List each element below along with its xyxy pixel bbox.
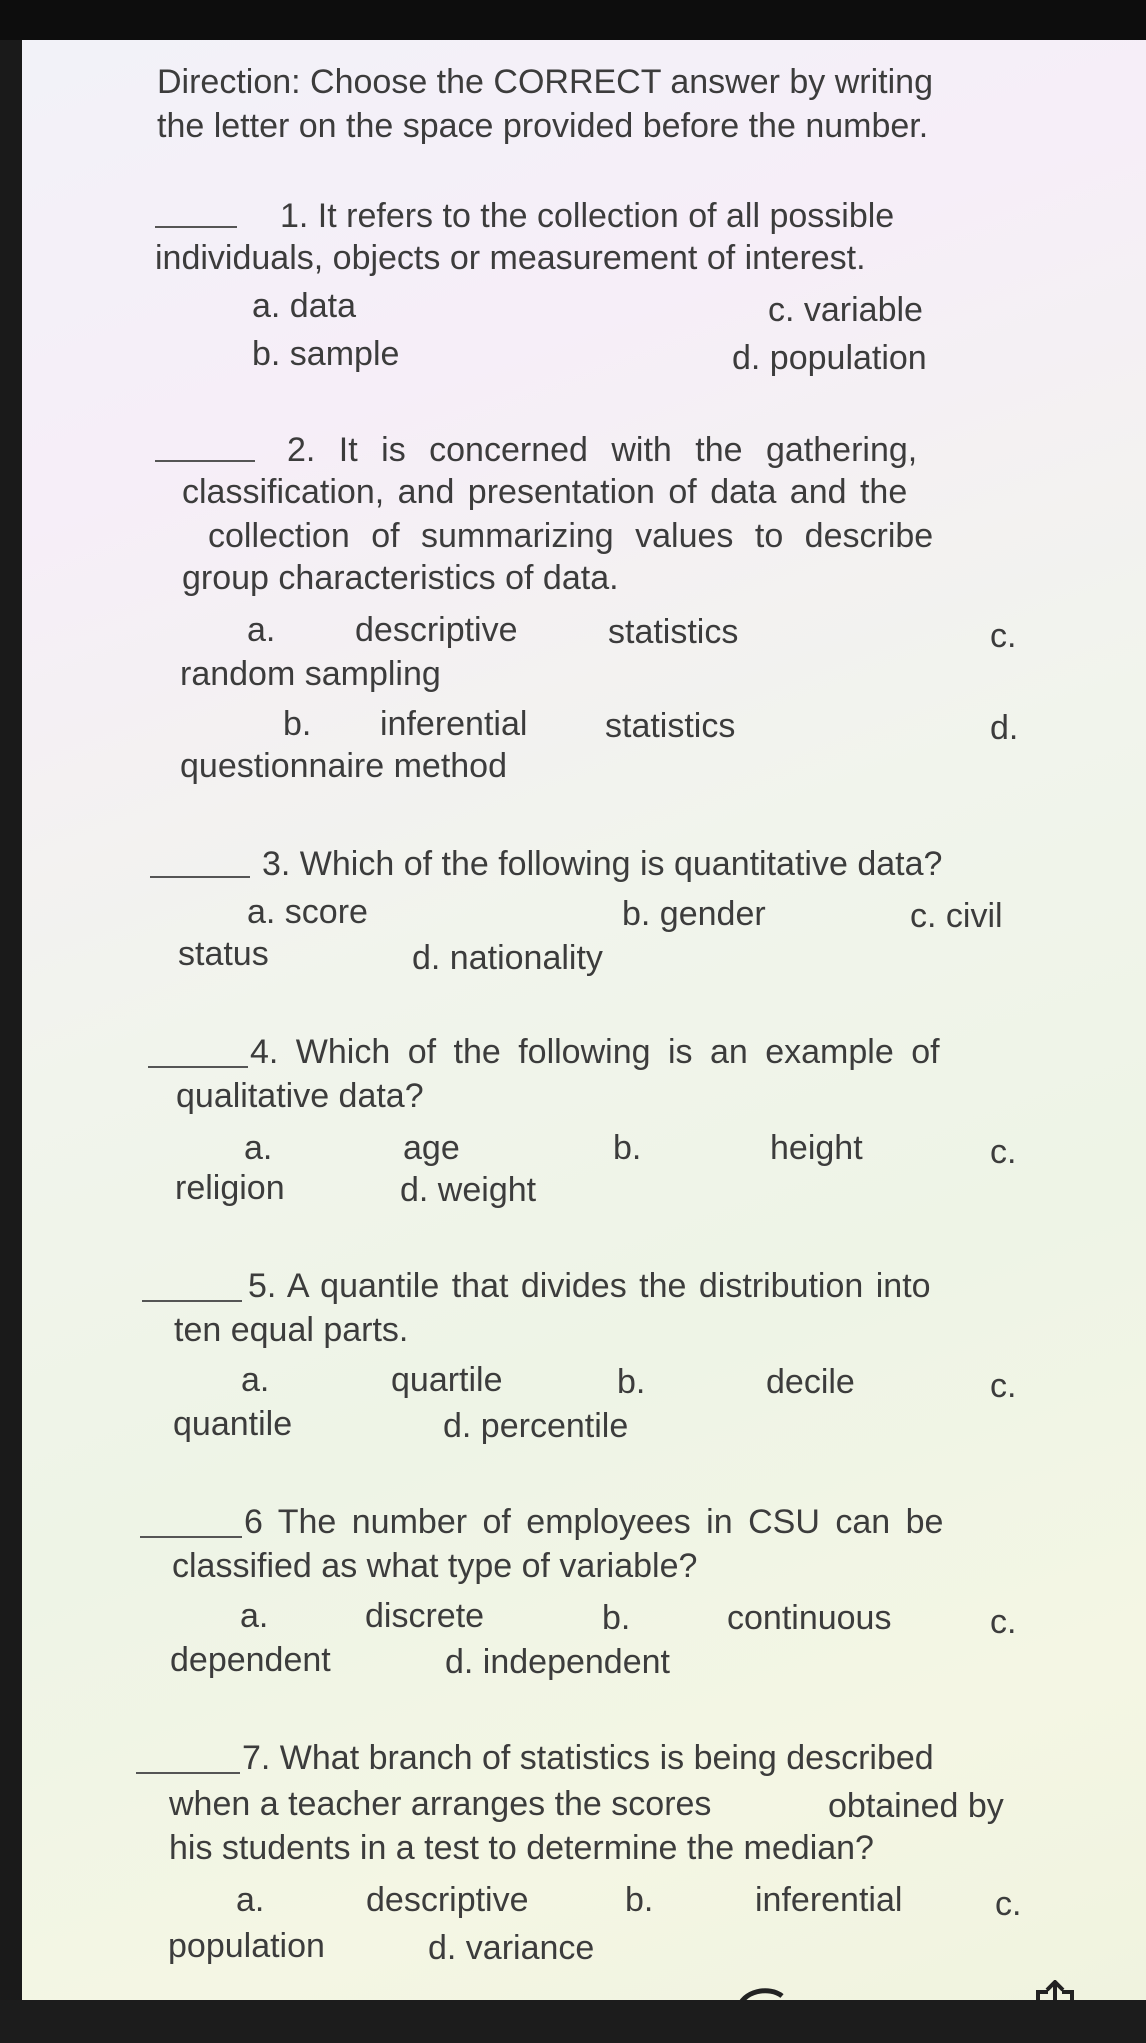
q1-choice-a: a. data <box>252 287 356 325</box>
answer-blank-3[interactable] <box>150 876 250 878</box>
answer-blank-1[interactable] <box>155 226 237 228</box>
direction-line-1: Direction: Choose the CORRECT answer by writing <box>157 63 933 101</box>
question-2-line-2: classification, and presentation of data and the <box>182 473 908 511</box>
question-7-line-2a: when a teacher arranges the scores <box>169 1785 712 1823</box>
answer-blank-2[interactable] <box>155 460 255 462</box>
q2-choice-a-letter: a. <box>247 611 276 649</box>
q7-choice-a-text: descriptive <box>366 1881 529 1919</box>
q1-choice-c: c. variable <box>768 291 923 329</box>
question-2-line-1: 2. It is concerned with the gathering, <box>287 431 918 469</box>
q3-choice-a: a. score <box>247 893 368 931</box>
q7-choice-a-letter: a. <box>236 1881 265 1919</box>
question-1-line-2: individuals, objects or measurement of interest. <box>155 239 866 277</box>
question-1-line-1: 1. It refers to the collection of all possible <box>280 197 895 235</box>
q6-choice-b-letter: b. <box>602 1599 631 1637</box>
q3-choice-c-line-2: status <box>178 935 269 973</box>
q5-choice-b-letter: b. <box>617 1363 646 1401</box>
q6-choice-c-text: dependent <box>170 1641 331 1679</box>
q4-choice-d: d. weight <box>400 1171 537 1209</box>
q5-choice-c-letter: c. <box>990 1367 1017 1405</box>
question-6-line-1: 6 The number of employees in CSU can be <box>244 1503 944 1541</box>
q6-choice-b-text: continuous <box>727 1599 892 1637</box>
answer-blank-7[interactable] <box>136 1772 240 1774</box>
q3-choice-d: d. nationality <box>412 939 603 977</box>
q4-choice-b-text: height <box>770 1129 863 1167</box>
q6-choice-a-letter: a. <box>240 1597 269 1635</box>
q5-choice-a-text: quartile <box>391 1361 503 1399</box>
q5-choice-b-text: decile <box>766 1363 855 1401</box>
q3-choice-b: b. gender <box>622 895 766 933</box>
question-2-line-4: group characteristics of data. <box>182 559 619 597</box>
q1-choice-d: d. population <box>732 339 927 377</box>
answer-blank-4[interactable] <box>148 1066 248 1068</box>
q2-choice-b-word-2: statistics <box>605 707 736 745</box>
q7-choice-c-letter: c. <box>995 1885 1022 1923</box>
q5-choice-c-text: quantile <box>173 1405 293 1443</box>
q2-choice-a-word-1: descriptive <box>355 611 518 649</box>
q6-choice-c-letter: c. <box>990 1603 1017 1641</box>
q4-choice-b-letter: b. <box>613 1129 642 1167</box>
question-7-line-2b: obtained by <box>828 1787 1004 1825</box>
q4-choice-a-letter: a. <box>244 1129 273 1167</box>
question-5-line-1: 5. A quantile that divides the distribution into <box>248 1267 931 1305</box>
q7-choice-b-letter: b. <box>625 1881 654 1919</box>
question-3-line-1: 3. Which of the following is quantitative data? <box>262 845 943 883</box>
question-7-line-3: his students in a test to determine the median? <box>169 1829 874 1867</box>
answer-blank-5[interactable] <box>142 1300 242 1302</box>
q2-choice-b-letter: b. <box>283 705 312 743</box>
question-4-line-2: qualitative data? <box>176 1077 424 1115</box>
q3-choice-c-line-1: c. civil <box>910 897 1003 935</box>
question-7-line-1: 7. What branch of statistics is being described <box>242 1739 934 1777</box>
q1-choice-b: b. sample <box>252 335 400 373</box>
answer-blank-6[interactable] <box>140 1536 242 1538</box>
q7-choice-b-text: inferential <box>755 1881 903 1919</box>
q4-choice-a-text: age <box>403 1129 460 1167</box>
direction-line-2: the letter on the space provided before the number. <box>157 107 929 145</box>
q2-choice-c-text: random sampling <box>180 655 441 693</box>
q6-choice-d: d. independent <box>445 1643 670 1681</box>
q4-choice-c-letter: c. <box>990 1133 1017 1171</box>
q7-choice-d: d. variance <box>428 1929 595 1967</box>
question-4-line-1: 4. Which of the following is an example of <box>250 1033 940 1071</box>
q5-choice-d: d. percentile <box>443 1407 629 1445</box>
question-6-line-2: classified as what type of variable? <box>172 1547 698 1585</box>
q4-choice-c-text: religion <box>175 1169 285 1207</box>
q6-choice-a-text: discrete <box>365 1597 485 1635</box>
q2-choice-d-letter: d. <box>990 709 1019 747</box>
question-2-line-3: collection of summarizing values to describe <box>208 517 934 555</box>
q7-choice-c-text: population <box>168 1927 325 1965</box>
screen-bezel-bottom <box>0 2000 1146 2043</box>
question-5-line-2: ten equal parts. <box>174 1311 409 1349</box>
q5-choice-a-letter: a. <box>241 1361 270 1399</box>
q2-choice-d-text: questionnaire method <box>180 747 508 785</box>
q2-choice-b-word-1: inferential <box>380 705 528 743</box>
q2-choice-c-letter: c. <box>990 617 1017 655</box>
q2-choice-a-word-2: statistics <box>608 613 739 651</box>
